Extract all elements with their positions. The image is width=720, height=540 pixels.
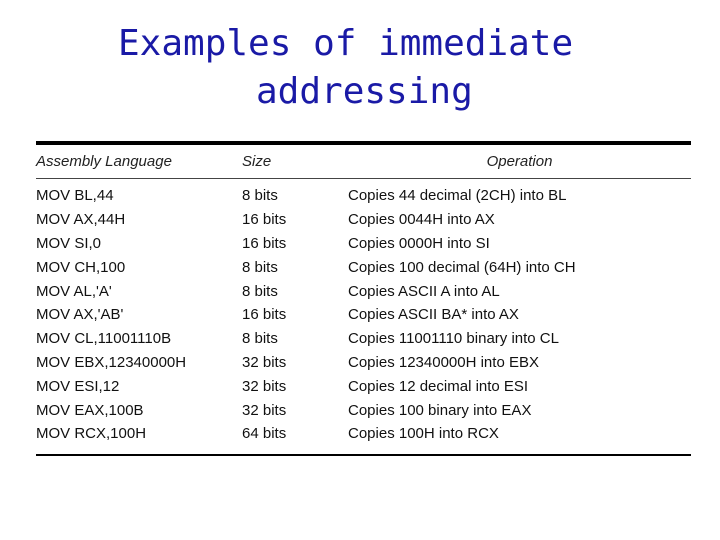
table-row — [36, 422, 691, 446]
cell-assembly: MOV EBX,12340000H — [36, 353, 187, 371]
table-header-row — [36, 145, 691, 178]
header-operation: Operation — [486, 153, 553, 170]
instruction-table-body — [36, 179, 691, 454]
cell-size: 16 bits — [242, 211, 287, 229]
header-assembly-language: Assembly Language — [36, 153, 172, 170]
table-row — [36, 398, 691, 422]
table-row — [36, 351, 691, 375]
table-row — [36, 208, 691, 232]
title-line-1: Examples of immediate — [118, 23, 574, 64]
cell-size: 8 bits — [242, 258, 278, 276]
cell-assembly: MOV EAX,100B — [36, 401, 144, 419]
slide-title — [0, 20, 720, 116]
cell-assembly: MOV CL,11001110B — [36, 330, 172, 348]
cell-size: 32 bits — [242, 353, 287, 371]
cell-assembly: MOV RCX,100H — [36, 425, 147, 443]
table-bottom-rule — [36, 454, 691, 456]
cell-operation: Copies 100H into RCX — [348, 425, 499, 443]
cell-size: 64 bits — [242, 425, 287, 443]
cell-operation: Copies 0000H into SI — [348, 234, 490, 252]
cell-size: 32 bits — [242, 401, 287, 419]
table-row — [36, 374, 691, 398]
cell-assembly: MOV ESI,12 — [36, 377, 120, 395]
cell-assembly: MOV CH,100 — [36, 258, 126, 276]
cell-assembly: MOV BL,44 — [36, 187, 114, 205]
table-spacer — [36, 446, 691, 454]
cell-size: 8 bits — [242, 282, 278, 300]
cell-assembly: MOV AL,'A' — [36, 282, 112, 300]
table-row — [36, 184, 691, 208]
cell-assembly: MOV SI,0 — [36, 234, 102, 252]
cell-operation: Copies ASCII BA* into AX — [348, 306, 519, 324]
immediate-addressing-table — [36, 141, 691, 456]
cell-size: 16 bits — [242, 234, 287, 252]
table-row — [36, 255, 691, 279]
cell-operation: Copies 100 decimal (64H) into CH — [348, 258, 576, 276]
cell-size: 8 bits — [242, 187, 278, 205]
cell-operation: Copies ASCII A into AL — [348, 282, 500, 300]
cell-assembly: MOV AX,44H — [36, 211, 126, 229]
cell-size: 16 bits — [242, 306, 287, 324]
table-body — [36, 179, 691, 454]
header-size: Size — [242, 153, 272, 170]
cell-size: 32 bits — [242, 377, 287, 395]
cell-size: 8 bits — [242, 330, 278, 348]
title-line-2: addressing — [256, 71, 473, 112]
cell-assembly: MOV AX,'AB' — [36, 306, 124, 324]
table-row — [36, 232, 691, 256]
cell-operation: Copies 0044H into AX — [348, 211, 495, 229]
cell-operation: Copies 12340000H into EBX — [348, 353, 539, 371]
cell-operation: Copies 100 binary into EAX — [348, 401, 532, 419]
instruction-table — [36, 145, 691, 178]
cell-operation: Copies 44 decimal (2CH) into BL — [348, 187, 567, 205]
cell-operation: Copies 11001110 binary into CL — [348, 330, 559, 348]
cell-operation: Copies 12 decimal into ESI — [348, 377, 529, 395]
table-row — [36, 327, 691, 351]
table-row — [36, 303, 691, 327]
table-row — [36, 279, 691, 303]
